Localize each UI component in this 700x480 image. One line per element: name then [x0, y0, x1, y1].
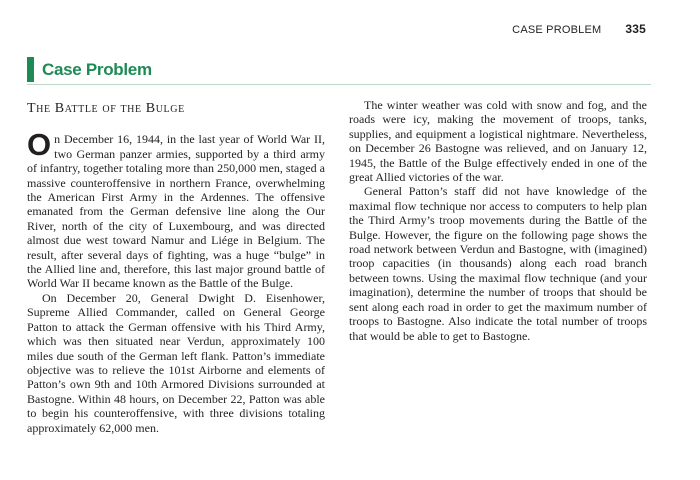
section-accent-bar: [27, 57, 34, 82]
running-head-label: CASE PROBLEM: [512, 24, 602, 36]
paragraph-1-text: n December 16, 1944, in the last year of World War II, two German panzer armies, supported by a third army of infantry, together totaling more than 250,000 men, staged a massive counteroffensive in northern France, overwhelming the American First Army in the Ardennes. The offensive emanated from the German defensive line along the Our River, north of the city of Luxembourg, and was directed almost due west toward Namur and Liége in Belgium. The result, after several days of fighting, was a huge “bulge” in the Allied line and, therefore, this last major ground battle of World War II became known as the Battle of the Bulge.: [27, 132, 325, 291]
drop-cap: O: [27, 127, 52, 163]
text-column-right: [349, 98, 647, 343]
section-title: Case Problem: [42, 59, 152, 79]
paragraph-1: [27, 127, 325, 291]
section-divider: [27, 84, 651, 85]
page-number: 335: [625, 22, 646, 36]
paragraph-2-text: On December 20, General Dwight D. Eisenhower, Supreme Allied Commander, called on General George Patton to attack the German offensive with his Third Army, which was then situated near Verdun, approximately 100 miles due south of the German left flank. Patton’s immediate objective was to relieve the 101st Airborne and elements of Patton’s own 9th and 10th Armored Divisions surrounded at Bastogne. Within 48 hours, on December 22, Patton was able to begin his counteroffensive, with three divisions totaling approximately 62,000 men.: [27, 290, 325, 435]
paragraph-2: [27, 291, 325, 435]
paragraph-4: [349, 184, 647, 342]
case-title: The Battle of the Bulge: [27, 101, 185, 116]
section-header: [27, 57, 152, 82]
paragraph-4-text: General Patton’s staff did not have knowledge of the maximal flow technique nor access to computers to help plan the Third Army’s troop movements during the Battle of the Bulge. However, the figure on the following page shows the road network between Verdun and Bastogne, with (imagined) troop capacities (in thousands) along each road branch between towns. Using the maximal flow technique (and your imagination), determine the number of troops that should be sent along each road in order to get the maximum number of troops to Bastogne. Also indicate the total number of troops that would be able to get to Bastogne.: [349, 184, 647, 343]
paragraph-3: [349, 98, 647, 184]
text-column-left: [27, 98, 325, 435]
running-head: [512, 22, 646, 36]
paragraph-3-text: The winter weather was cold with snow and fog, and the roads were icy, making the movement of troops, tanks, supplies, and equipment a logistical nightmare. Nevertheless, on December 26 Bastogne was relieved, and on January 12, 1945, the Battle of the Bulge effectively ended in one of the great Allied victories of the war.: [349, 98, 647, 185]
